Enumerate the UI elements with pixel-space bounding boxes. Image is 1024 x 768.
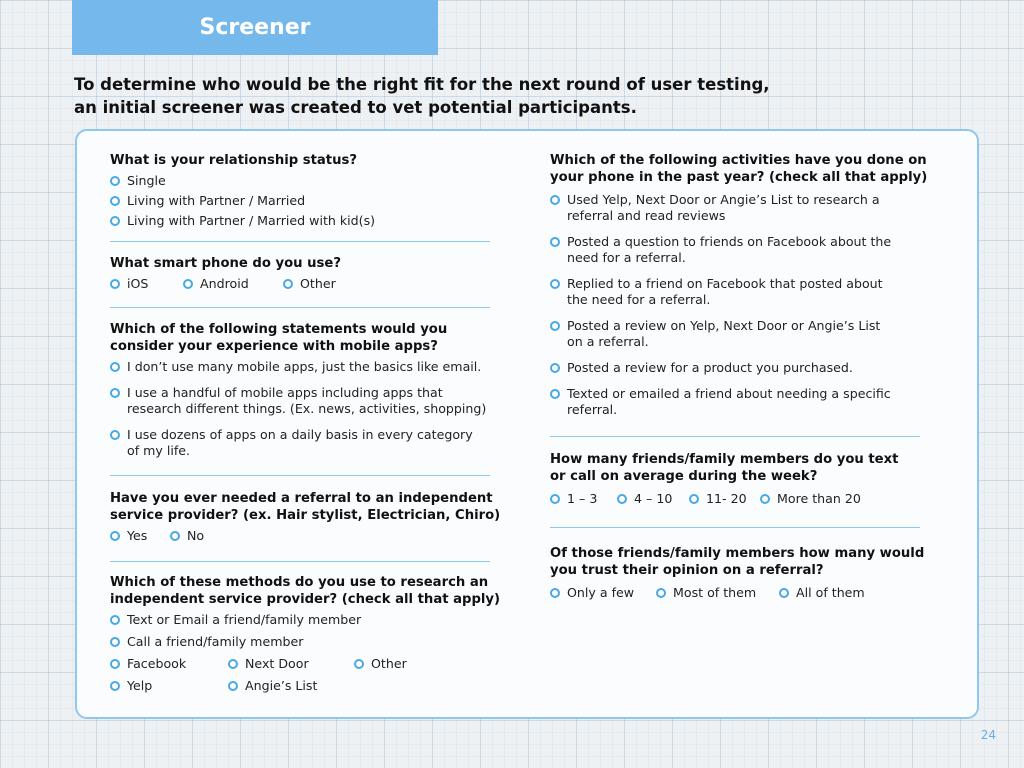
- radio-option[interactable]: Most of them: [656, 585, 779, 601]
- radio-option[interactable]: No: [170, 528, 204, 544]
- checkbox-option[interactable]: Posted a review for a product you purchased.: [550, 360, 930, 376]
- radio-circle-icon[interactable]: [110, 362, 120, 372]
- question-research-methods: [110, 574, 501, 694]
- radio-circle-icon[interactable]: [110, 615, 120, 625]
- question-title: What is your relationship status?: [110, 153, 358, 168]
- question-title: Of those friends/family members how many would you trust their opinion on a referral?: [550, 546, 925, 578]
- radio-circle-icon[interactable]: [760, 494, 770, 504]
- question-smart-phone: [110, 255, 490, 292]
- question-title: What smart phone do you use?: [110, 256, 341, 271]
- radio-circle-icon[interactable]: [550, 389, 560, 399]
- checkbox-option[interactable]: Posted a question to friends on Facebook about the need for a referral.: [550, 234, 930, 266]
- radio-option[interactable]: iOS: [110, 276, 183, 292]
- intro-line: To determine who would be the right fit for the next round of user testing,: [74, 75, 770, 94]
- radio-circle-icon[interactable]: [110, 637, 120, 647]
- radio-option[interactable]: I use dozens of apps on a daily basis in every category of my life.: [110, 427, 490, 459]
- divider: [110, 561, 490, 562]
- radio-circle-icon[interactable]: [779, 588, 789, 598]
- radio-option[interactable]: Only a few: [550, 585, 656, 601]
- divider: [550, 527, 920, 528]
- intro-text: [74, 73, 934, 119]
- divider: [550, 436, 920, 437]
- checkbox-option[interactable]: Text or Email a friend/family member: [110, 612, 490, 628]
- radio-circle-icon[interactable]: [110, 531, 120, 541]
- question-trusted-opinions: [550, 545, 930, 601]
- radio-option[interactable]: Android: [183, 276, 283, 292]
- radio-circle-icon[interactable]: [110, 388, 120, 398]
- radio-circle-icon[interactable]: [550, 588, 560, 598]
- radio-circle-icon[interactable]: [228, 659, 238, 669]
- radio-option[interactable]: Living with Partner / Married with kid(s): [110, 213, 490, 229]
- radio-circle-icon[interactable]: [656, 588, 666, 598]
- checkbox-option[interactable]: Replied to a friend on Facebook that posted about the need for a referral.: [550, 276, 930, 308]
- question-relationship-status: [110, 152, 490, 229]
- divider: [110, 475, 490, 476]
- checkbox-option[interactable]: Call a friend/family member: [110, 634, 490, 650]
- radio-option[interactable]: Living with Partner / Married: [110, 193, 490, 209]
- radio-circle-icon[interactable]: [110, 681, 120, 691]
- radio-circle-icon[interactable]: [110, 430, 120, 440]
- radio-circle-icon[interactable]: [550, 494, 560, 504]
- divider: [110, 241, 490, 242]
- question-mobile-app-experience: [110, 321, 490, 459]
- checkbox-option[interactable]: Next Door: [228, 656, 354, 672]
- radio-circle-icon[interactable]: [110, 216, 120, 226]
- divider: [110, 307, 490, 308]
- checkbox-option[interactable]: Posted a review on Yelp, Next Door or Angie’s List on a referral.: [550, 318, 930, 350]
- radio-option[interactable]: I don’t use many mobile apps, just the basics like email.: [110, 359, 490, 375]
- radio-circle-icon[interactable]: [550, 279, 560, 289]
- radio-option[interactable]: 4 – 10: [617, 491, 689, 507]
- radio-option[interactable]: I use a handful of mobile apps including apps that research different things. (Ex. news, activities, shopping): [110, 385, 490, 417]
- checkbox-option[interactable]: Angie’s List: [228, 678, 317, 694]
- checkbox-option[interactable]: Yelp: [110, 678, 228, 694]
- radio-circle-icon[interactable]: [228, 681, 238, 691]
- page-number: 24: [980, 728, 996, 742]
- question-phone-activities: [550, 152, 930, 418]
- radio-circle-icon[interactable]: [354, 659, 364, 669]
- radio-circle-icon[interactable]: [110, 279, 120, 289]
- question-referral-needed: [110, 490, 501, 544]
- checkbox-option[interactable]: Other: [354, 656, 407, 672]
- question-title: Which of the following activities have you done on your phone in the past year? (check all that apply): [550, 153, 928, 185]
- screener-card: [75, 129, 979, 719]
- radio-circle-icon[interactable]: [170, 531, 180, 541]
- radio-circle-icon[interactable]: [689, 494, 699, 504]
- radio-circle-icon[interactable]: [550, 321, 560, 331]
- page-title: Screener: [199, 15, 311, 40]
- radio-circle-icon[interactable]: [550, 195, 560, 205]
- radio-circle-icon[interactable]: [110, 176, 120, 186]
- question-title: Which of these methods do you use to research an independent service provider? (check all that apply): [110, 575, 501, 607]
- radio-circle-icon[interactable]: [283, 279, 293, 289]
- radio-circle-icon[interactable]: [183, 279, 193, 289]
- section-title-tab: [72, 0, 438, 55]
- radio-option[interactable]: Other: [283, 276, 336, 292]
- radio-option[interactable]: 11- 20: [689, 491, 760, 507]
- question-title: How many friends/family members do you text or call on average during the week?: [550, 452, 899, 484]
- checkbox-option[interactable]: Texted or emailed a friend about needing a specific referral.: [550, 386, 930, 418]
- radio-circle-icon[interactable]: [617, 494, 627, 504]
- checkbox-option[interactable]: Facebook: [110, 656, 228, 672]
- question-friends-contacted: [550, 451, 930, 507]
- question-title: Have you ever needed a referral to an independent service provider? (ex. Hair stylist, Electrician, Chiro): [110, 491, 501, 523]
- radio-option[interactable]: All of them: [779, 585, 865, 601]
- radio-circle-icon[interactable]: [550, 363, 560, 373]
- radio-circle-icon[interactable]: [110, 659, 120, 669]
- intro-line: an initial screener was created to vet potential participants.: [74, 98, 637, 117]
- checkbox-option[interactable]: Used Yelp, Next Door or Angie’s List to research a referral and read reviews: [550, 192, 930, 224]
- radio-option[interactable]: Yes: [110, 528, 170, 544]
- radio-circle-icon[interactable]: [550, 237, 560, 247]
- radio-option[interactable]: 1 – 3: [550, 491, 617, 507]
- radio-option[interactable]: Single: [110, 173, 490, 189]
- question-title: Which of the following statements would you consider your experience with mobile apps?: [110, 322, 448, 354]
- radio-circle-icon[interactable]: [110, 196, 120, 206]
- radio-option[interactable]: More than 20: [760, 491, 861, 507]
